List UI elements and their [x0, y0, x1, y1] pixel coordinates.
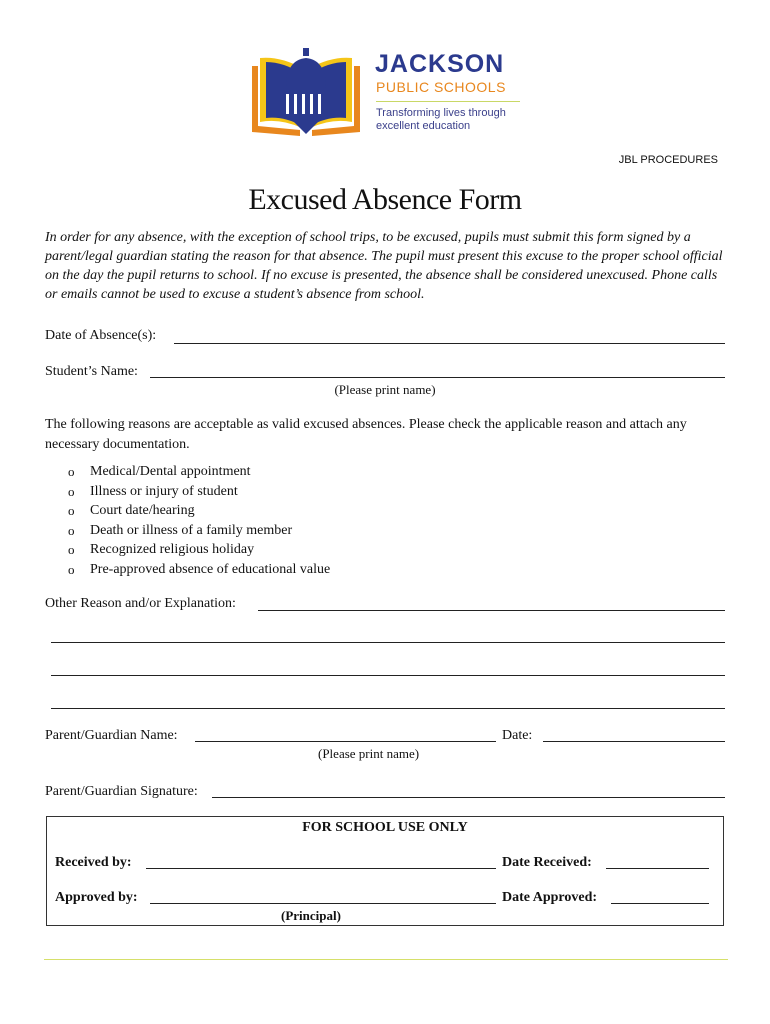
- tagline-line-1: Transforming lives through: [376, 107, 506, 119]
- guardian-signature-label: Parent/Guardian Signature:: [45, 784, 198, 799]
- date-received-field[interactable]: [606, 868, 709, 869]
- page-title: Excused Absence Form: [248, 183, 522, 216]
- brand-tagline: [376, 107, 536, 133]
- checkbox-icon[interactable]: o: [68, 464, 75, 479]
- other-reason-field[interactable]: [258, 610, 725, 611]
- date-of-absence-label: Date of Absence(s):: [45, 328, 157, 343]
- reason-item[interactable]: o Medical/Dental appointment: [68, 462, 330, 482]
- received-by-label: Received by:: [55, 855, 132, 870]
- student-name-hint: (Please print name): [334, 382, 436, 397]
- explanation-line-3[interactable]: [51, 708, 725, 709]
- checkbox-icon[interactable]: o: [68, 542, 75, 557]
- jps-logo-mark: [250, 46, 362, 138]
- brand-subname: PUBLIC SCHOOLS: [376, 79, 506, 95]
- guardian-date-field[interactable]: [543, 741, 725, 742]
- checkbox-icon[interactable]: o: [68, 522, 75, 538]
- explanation-line-1[interactable]: [51, 642, 725, 643]
- reason-item[interactable]: o Recognized religious holiday: [68, 540, 330, 560]
- reason-item[interactable]: o Court date/hearing: [68, 501, 330, 521]
- tagline-line-2: excellent education: [376, 120, 471, 132]
- approved-by-label: Approved by:: [55, 890, 138, 905]
- student-name-label: Student’s Name:: [45, 364, 138, 379]
- student-name-field[interactable]: [150, 377, 725, 378]
- explanation-line-2[interactable]: [51, 675, 725, 676]
- principal-hint: (Principal): [281, 908, 341, 923]
- reasons-intro: The following reasons are acceptable as valid excused absences. Please check the applicable reason and attach any necessary documentation.: [45, 417, 687, 452]
- approved-by-field[interactable]: [150, 903, 496, 904]
- footer-divider: [44, 959, 728, 960]
- date-received-label: Date Received:: [502, 855, 592, 870]
- checkbox-icon[interactable]: o: [68, 561, 75, 577]
- checkbox-icon[interactable]: o: [68, 503, 75, 518]
- brand-divider: [376, 101, 520, 102]
- guardian-name-hint: (Please print name): [318, 746, 420, 761]
- intro-paragraph: In order for any absence, with the exception of school trips, to be excused, pupils must submit this form signed by a parent/legal guardian stating the reason for that absence. The pupil must present this excuse to the proper school official on the day the pupil returns to school. If no excuse is presented, the absence shall be considered unexcused. Phone calls or emails cannot be used to excuse a student’s absence from school.: [45, 230, 723, 302]
- guardian-name-field[interactable]: [195, 741, 496, 742]
- received-by-field[interactable]: [146, 868, 496, 869]
- school-use-heading: FOR SCHOOL USE ONLY: [302, 820, 468, 835]
- brand-name: JACKSON: [375, 50, 505, 78]
- date-of-absence-field[interactable]: [174, 343, 725, 344]
- guardian-name-label: Parent/Guardian Name:: [45, 728, 178, 743]
- reasons-list: [68, 462, 330, 579]
- checkbox-icon[interactable]: o: [68, 483, 75, 499]
- other-reason-label: Other Reason and/or Explanation:: [45, 596, 236, 611]
- reason-item[interactable]: o Illness or injury of student: [68, 482, 330, 502]
- date-approved-field[interactable]: [611, 903, 709, 904]
- date-approved-label: Date Approved:: [502, 890, 598, 905]
- reason-item[interactable]: o Pre-approved absence of educational value: [68, 560, 330, 580]
- guardian-date-label: Date:: [502, 728, 533, 743]
- guardian-signature-field[interactable]: [212, 797, 725, 798]
- procedure-code: JBL PROCEDURES: [618, 154, 718, 166]
- reason-item[interactable]: o Death or illness of a family member: [68, 521, 330, 541]
